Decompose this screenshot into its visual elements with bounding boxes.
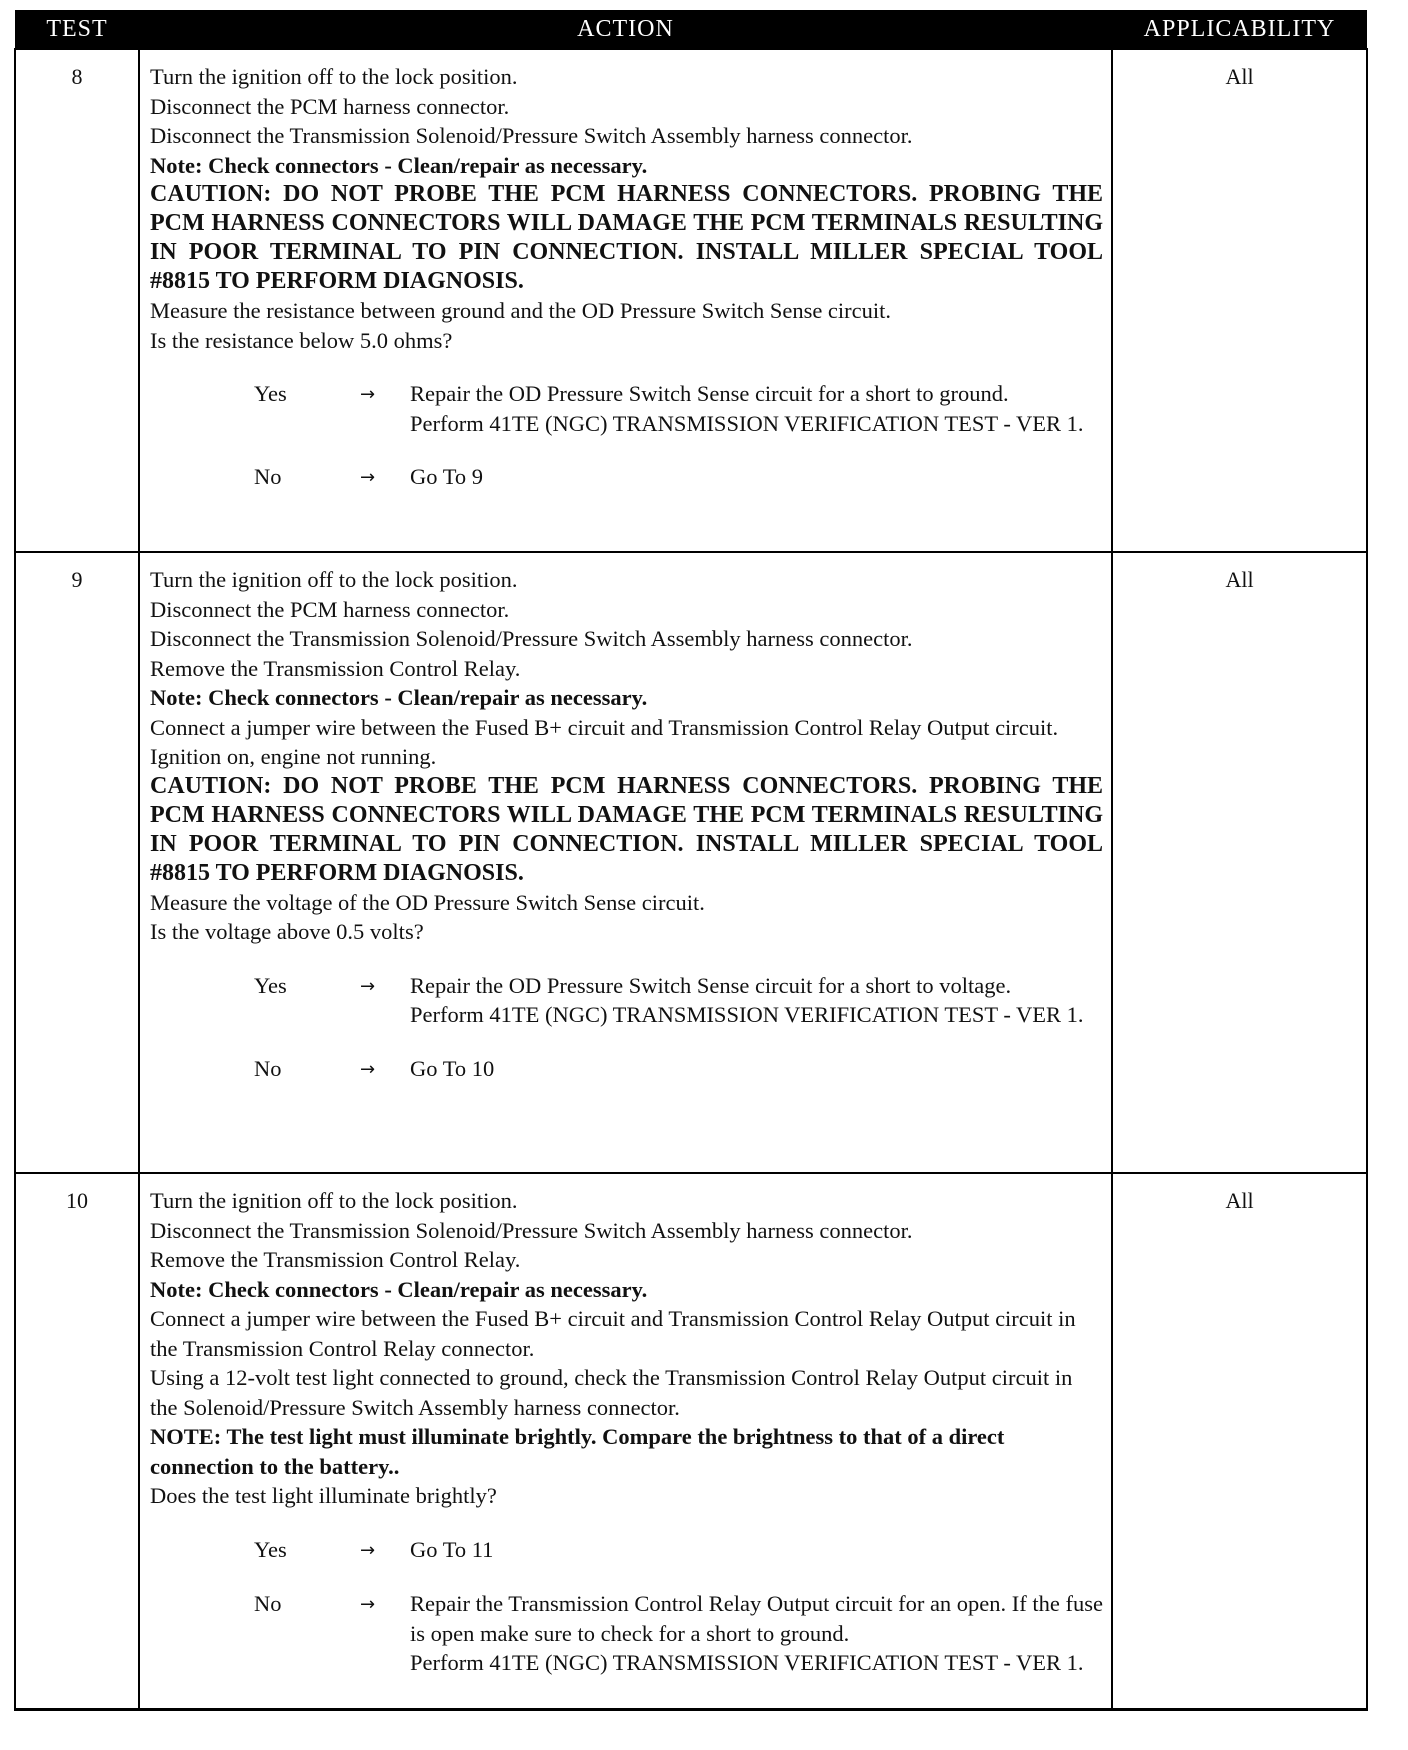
- yes-label: Yes: [254, 381, 287, 406]
- note-text: NOTE: The test light must illuminate brightly. Compare the brightness to that of a direct connection to the battery..: [150, 1424, 1005, 1479]
- no-action-text: Go To 9: [410, 464, 484, 489]
- diagnostic-test-page: [14, 10, 1366, 1711]
- answer-yes: [150, 379, 1103, 438]
- step-text: Using a 12-volt test light connected to ground, check the Transmission Control Relay Output circuit in the Solenoid/Pressure Switch Assembly harness connector.: [150, 1365, 1073, 1420]
- header-action: ACTION: [139, 10, 1112, 49]
- question-text: Is the voltage above 0.5 volts?: [150, 919, 424, 944]
- answer-yes: [150, 1535, 1103, 1566]
- yes-action-text: Repair the OD Pressure Switch Sense circuit for a short to voltage.: [410, 972, 1012, 998]
- table-row: [15, 552, 1367, 1173]
- step-text: Disconnect the Transmission Solenoid/Pressure Switch Assembly harness connector.: [150, 1217, 913, 1243]
- no-action-text: Repair the Transmission Control Relay Output circuit for an open. If the fuse is open make sure to check for a short to ground.: [410, 1591, 1104, 1646]
- table-row: [15, 49, 1367, 552]
- step-text: Connect a jumper wire between the Fused B+ circuit and Transmission Control Relay Output circuit.: [150, 714, 1059, 740]
- applicability-value: All: [1112, 1173, 1367, 1709]
- step-text: Remove the Transmission Control Relay.: [150, 1247, 521, 1272]
- note-text: Note: Check connectors - Clean/repair as necessary.: [150, 685, 648, 710]
- action-cell: [139, 1173, 1112, 1709]
- answer-no: [150, 1054, 1103, 1085]
- arrow-right-icon: →: [360, 384, 376, 405]
- no-action-text-2: Perform 41TE (NGC) TRANSMISSION VERIFICATION TEST - VER 1.: [410, 1650, 1084, 1675]
- measure-text: Measure the voltage of the OD Pressure Switch Sense circuit.: [150, 889, 705, 915]
- yes-action: [410, 379, 1103, 438]
- no-label: No: [254, 1591, 282, 1616]
- note-text: Note: Check connectors - Clean/repair as necessary.: [150, 152, 648, 178]
- arrow-right-icon: →: [360, 1594, 376, 1615]
- arrow-right-icon: →: [360, 467, 376, 488]
- yes-label: Yes: [254, 1536, 287, 1562]
- question-text: Is the resistance below 5.0 ohms?: [150, 327, 453, 353]
- step-text: Disconnect the Transmission Solenoid/Pressure Switch Assembly harness connector.: [150, 626, 913, 651]
- no-action: [410, 1054, 1103, 1085]
- step-text: Disconnect the PCM harness connector.: [150, 596, 510, 622]
- applicability-value: All: [1112, 552, 1367, 1173]
- yes-action-text: Go To 11: [410, 1536, 494, 1562]
- applicability-value: All: [1112, 49, 1367, 552]
- step-text: Ignition on, engine not running.: [150, 744, 437, 769]
- no-label: No: [254, 1055, 282, 1081]
- yes-action-text-2: Perform 41TE (NGC) TRANSMISSION VERIFICATION TEST - VER 1.: [410, 410, 1084, 436]
- note-text: Note: Check connectors - Clean/repair as necessary.: [150, 1276, 648, 1302]
- header-test: TEST: [15, 10, 139, 49]
- table-header-row: [15, 10, 1367, 49]
- caution-text: CAUTION: DO NOT PROBE THE PCM HARNESS CONNECTORS. PROBING THE PCM HARNESS CONNECTORS WILL DAMAGE THE PCM TERMINALS RESULTING IN POOR TERMINAL TO PIN CONNECTION. INSTALL MILLER SPECIAL TOOL #8815 TO PERFORM DIAGNOSIS.: [150, 772, 1103, 886]
- step-text: Turn the ignition off to the lock position.: [150, 64, 518, 89]
- action-cell: [139, 49, 1112, 552]
- no-action: [410, 1589, 1103, 1678]
- arrow-right-icon: →: [360, 975, 376, 997]
- yes-label: Yes: [254, 972, 287, 998]
- action-cell: [139, 552, 1112, 1173]
- answer-no: [150, 462, 1103, 493]
- step-text: Remove the Transmission Control Relay.: [150, 655, 521, 681]
- yes-action: [410, 971, 1103, 1030]
- question-text: Does the test light illuminate brightly?: [150, 1483, 497, 1508]
- step-text: Turn the ignition off to the lock position.: [150, 567, 518, 592]
- answer-yes: [150, 971, 1103, 1030]
- no-label: No: [254, 464, 282, 489]
- test-number: 8: [15, 49, 139, 552]
- step-text: Disconnect the PCM harness connector.: [150, 93, 510, 119]
- test-number: 9: [15, 552, 139, 1173]
- answer-no: [150, 1589, 1103, 1678]
- arrow-right-icon: →: [360, 1058, 376, 1080]
- yes-action-text: Repair the OD Pressure Switch Sense circuit for a short to ground.: [410, 381, 1009, 406]
- step-text: Turn the ignition off to the lock position.: [150, 1188, 518, 1213]
- yes-action: [410, 1535, 1103, 1566]
- table-row: [15, 1173, 1367, 1709]
- test-number: 10: [15, 1173, 139, 1709]
- measure-text: Measure the resistance between ground and the OD Pressure Switch Sense circuit.: [150, 298, 892, 323]
- no-action: [410, 462, 1103, 493]
- diagnostic-table: [14, 10, 1368, 1711]
- step-text: Connect a jumper wire between the Fused B+ circuit and Transmission Control Relay Output circuit in the Transmission Control Relay connector.: [150, 1306, 1076, 1361]
- header-applicability: APPLICABILITY: [1112, 10, 1367, 49]
- step-text: Disconnect the Transmission Solenoid/Pressure Switch Assembly harness connector.: [150, 123, 913, 148]
- yes-action-text-2: Perform 41TE (NGC) TRANSMISSION VERIFICATION TEST - VER 1.: [410, 1002, 1084, 1027]
- arrow-right-icon: →: [360, 1539, 376, 1561]
- caution-text: CAUTION: DO NOT PROBE THE PCM HARNESS CONNECTORS. PROBING THE PCM HARNESS CONNECTORS WILL DAMAGE THE PCM TERMINALS RESULTING IN POOR TERMINAL TO PIN CONNECTION. INSTALL MILLER SPECIAL TOOL #8815 TO PERFORM DIAGNOSIS.: [150, 181, 1103, 294]
- no-action-text: Go To 10: [410, 1055, 495, 1081]
